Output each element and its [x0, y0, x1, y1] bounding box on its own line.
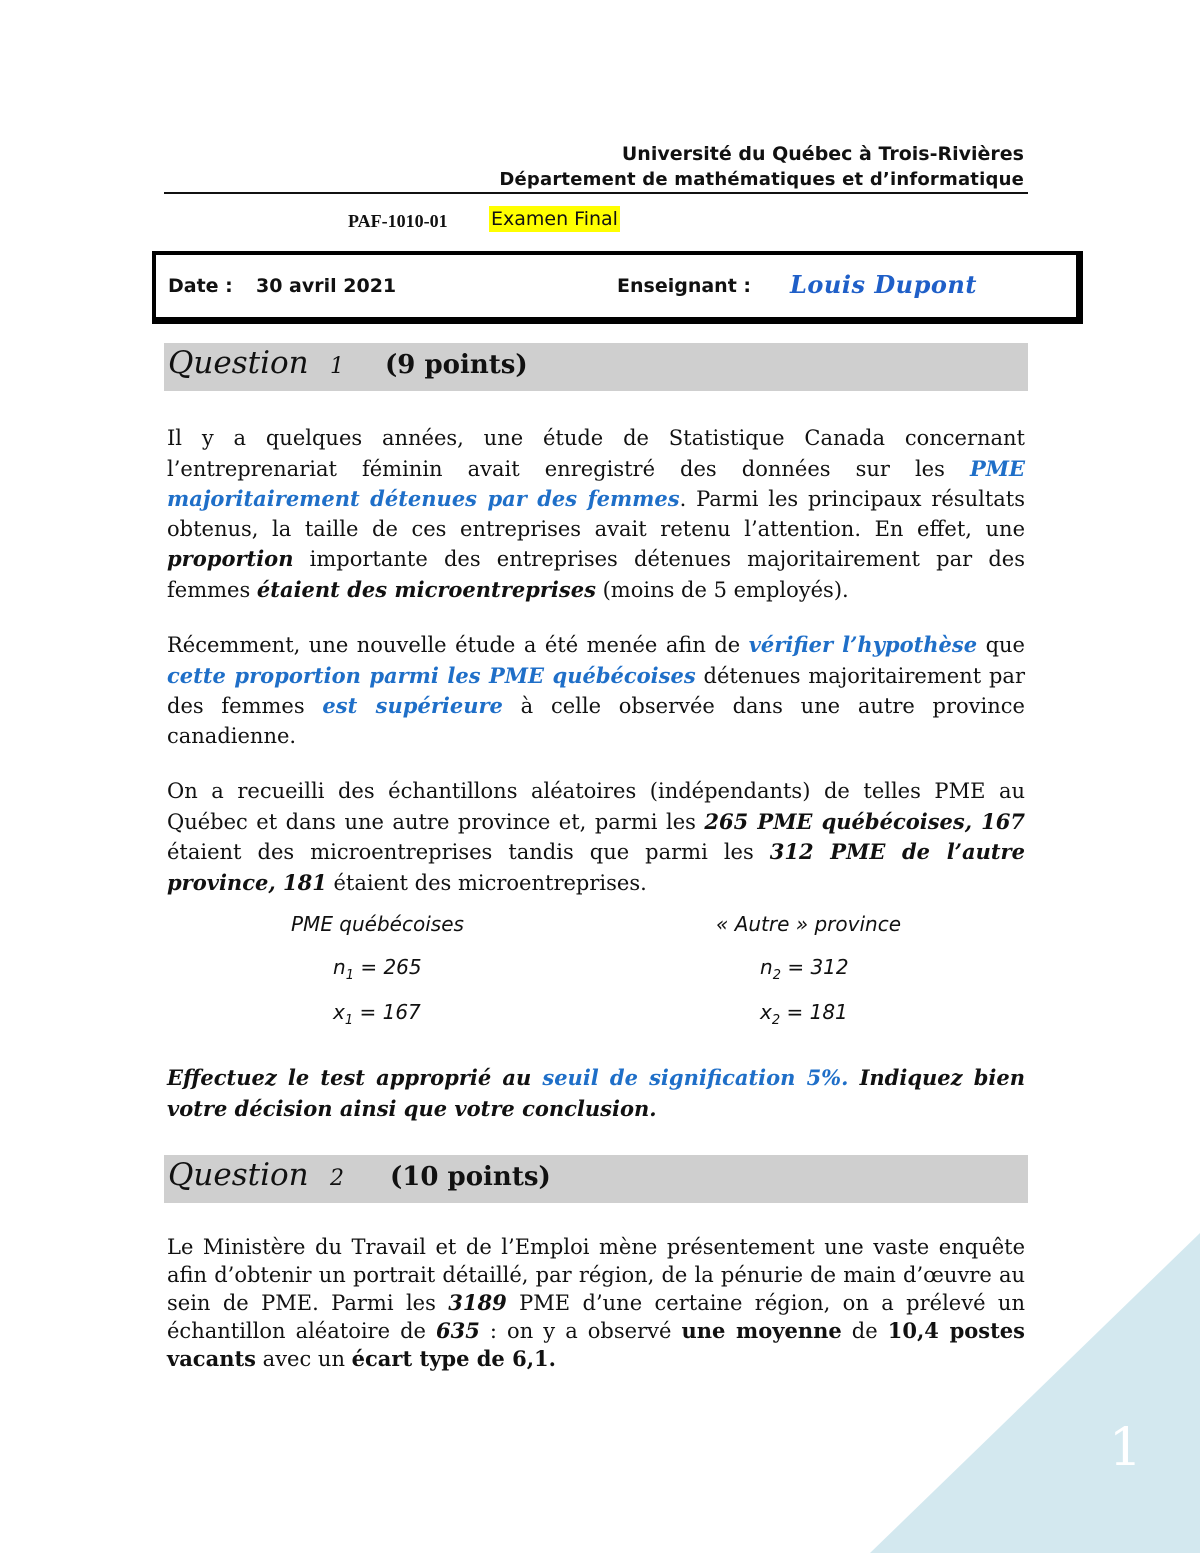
- instruction-text: Indiquez bien votre décision ainsi que votre conclusion.: [167, 1065, 1025, 1121]
- question-1-paragraph-1: [167, 424, 1025, 605]
- emphasis-3189: 3189: [448, 1290, 507, 1315]
- x-symbol: x: [760, 1000, 772, 1024]
- university-name: Université du Québec à Trois-Rivières: [621, 143, 1024, 165]
- highlight-superieure: est supérieure: [322, 693, 503, 718]
- teacher-label: Enseignant :: [617, 275, 751, 297]
- text-run: Il y a quelques années, une étude de Statistique Canada concernant l’entreprenariat féminin avait enregistré des données sur les: [167, 426, 1025, 481]
- emphasis-postes-vacants: 10,4 postes vacants: [167, 1318, 1025, 1371]
- highlight-pme-femmes: PME majoritairement détenues par des femmes: [167, 455, 1025, 511]
- instruction-text: Effectuez le test approprié au: [167, 1065, 543, 1090]
- page-number: 1: [1108, 1418, 1142, 1478]
- question-1-instruction: [167, 1063, 1025, 1124]
- institution-header: [499, 142, 1024, 192]
- text-run: de: [841, 1319, 888, 1343]
- x1-value: = 167: [359, 1000, 421, 1024]
- text-run: Le Ministère du Travail et de l’Emploi mène présentement une vaste enquête afin d’obtenir un portrait détaillé, par région, de la pénurie de main d’œuvre au sein de PME. Parmi les: [167, 1235, 1025, 1315]
- question-1-number: 1: [330, 354, 344, 379]
- department-name: Département de mathématiques et d’informatique: [499, 169, 1024, 190]
- text-run: On a recueilli des échantillons aléatoires (indépendants) de telles PME au Québec et dans une autre province et, parmi les: [167, 779, 1025, 834]
- table-header-other: « Autre » province: [716, 912, 902, 936]
- text-run: que: [977, 633, 1025, 657]
- n2-formula: [760, 955, 849, 983]
- text-run: importante des entreprises détenues majoritairement par des femmes: [167, 547, 1025, 602]
- highlight-hypothese: vérifier l’hypothèse: [748, 632, 978, 657]
- n2-value: = 312: [787, 955, 849, 979]
- text-run: à celle observée dans une autre province canadienne.: [167, 694, 1025, 748]
- emphasis-ecart-type: écart type de 6,1.: [351, 1346, 556, 1371]
- course-code: PAF-1010-01: [348, 211, 448, 231]
- question-1-points: (9 points): [385, 350, 528, 380]
- text-run: Récemment, une nouvelle étude a été menée afin de: [167, 633, 749, 657]
- question-1-title: Question: [168, 345, 309, 381]
- question-1-paragraph-3: [167, 777, 1025, 898]
- question-2-number: 2: [330, 1166, 344, 1191]
- question-2-points: (10 points): [390, 1162, 551, 1192]
- n1-value: = 265: [360, 955, 422, 979]
- text-run: . Parmi les principaux résultats obtenus, la taille de ces entreprises avait retenu l’attention. En effet, une: [167, 487, 1025, 541]
- question-2-title: Question: [168, 1157, 309, 1193]
- header-divider: [164, 192, 1028, 194]
- subscript: 1: [345, 968, 354, 983]
- emphasis-other-sample: 312 PME de l’autre province, 181: [167, 839, 1025, 895]
- n1-formula: [333, 955, 422, 983]
- text-run: : on y a observé: [479, 1319, 682, 1343]
- text-run: (moins de 5 employés).: [595, 577, 849, 602]
- x1-formula: [333, 1000, 421, 1028]
- table-header-quebec: PME québécoises: [291, 912, 464, 936]
- subscript: 2: [771, 1013, 781, 1028]
- emphasis-proportion: proportion: [167, 546, 294, 571]
- highlight-proportion-quebec: cette proportion parmi les PME québécoises: [167, 662, 696, 688]
- n-symbol: n: [760, 955, 773, 979]
- subscript: 1: [344, 1013, 354, 1028]
- x-symbol: x: [333, 1000, 345, 1024]
- teacher-name: Louis Dupont: [790, 270, 977, 299]
- question-1-paragraph-2: [167, 630, 1025, 751]
- corner-decoration: [870, 1233, 1200, 1553]
- highlight-seuil: seuil de signification 5%.: [542, 1065, 849, 1090]
- x2-value: = 181: [786, 1000, 848, 1024]
- emphasis-quebec-sample: 265 PME québécoises, 167: [704, 808, 1026, 834]
- x2-formula: [760, 1000, 848, 1028]
- text-run: détenues majoritairement par des femmes: [167, 663, 1025, 718]
- text-run: étaient des microentreprises.: [326, 870, 647, 895]
- text-run: étaient des microentreprises tandis que parmi les: [167, 840, 770, 864]
- text-run: avec un: [256, 1347, 352, 1371]
- emphasis-635: 635: [436, 1318, 480, 1343]
- corner-triangle: [870, 1233, 1200, 1553]
- emphasis-moyenne: une moyenne: [681, 1318, 842, 1343]
- exam-title: Examen Final: [491, 208, 618, 230]
- n-symbol: n: [333, 955, 346, 979]
- subscript: 2: [772, 968, 781, 983]
- emphasis-microentreprises: étaient des microentreprises: [256, 576, 596, 602]
- text-run: PME d’une certaine région, on a prélevé un échantillon aléatoire de: [167, 1291, 1025, 1343]
- date-label: Date :: [168, 275, 233, 297]
- date-value: 30 avril 2021: [256, 275, 397, 297]
